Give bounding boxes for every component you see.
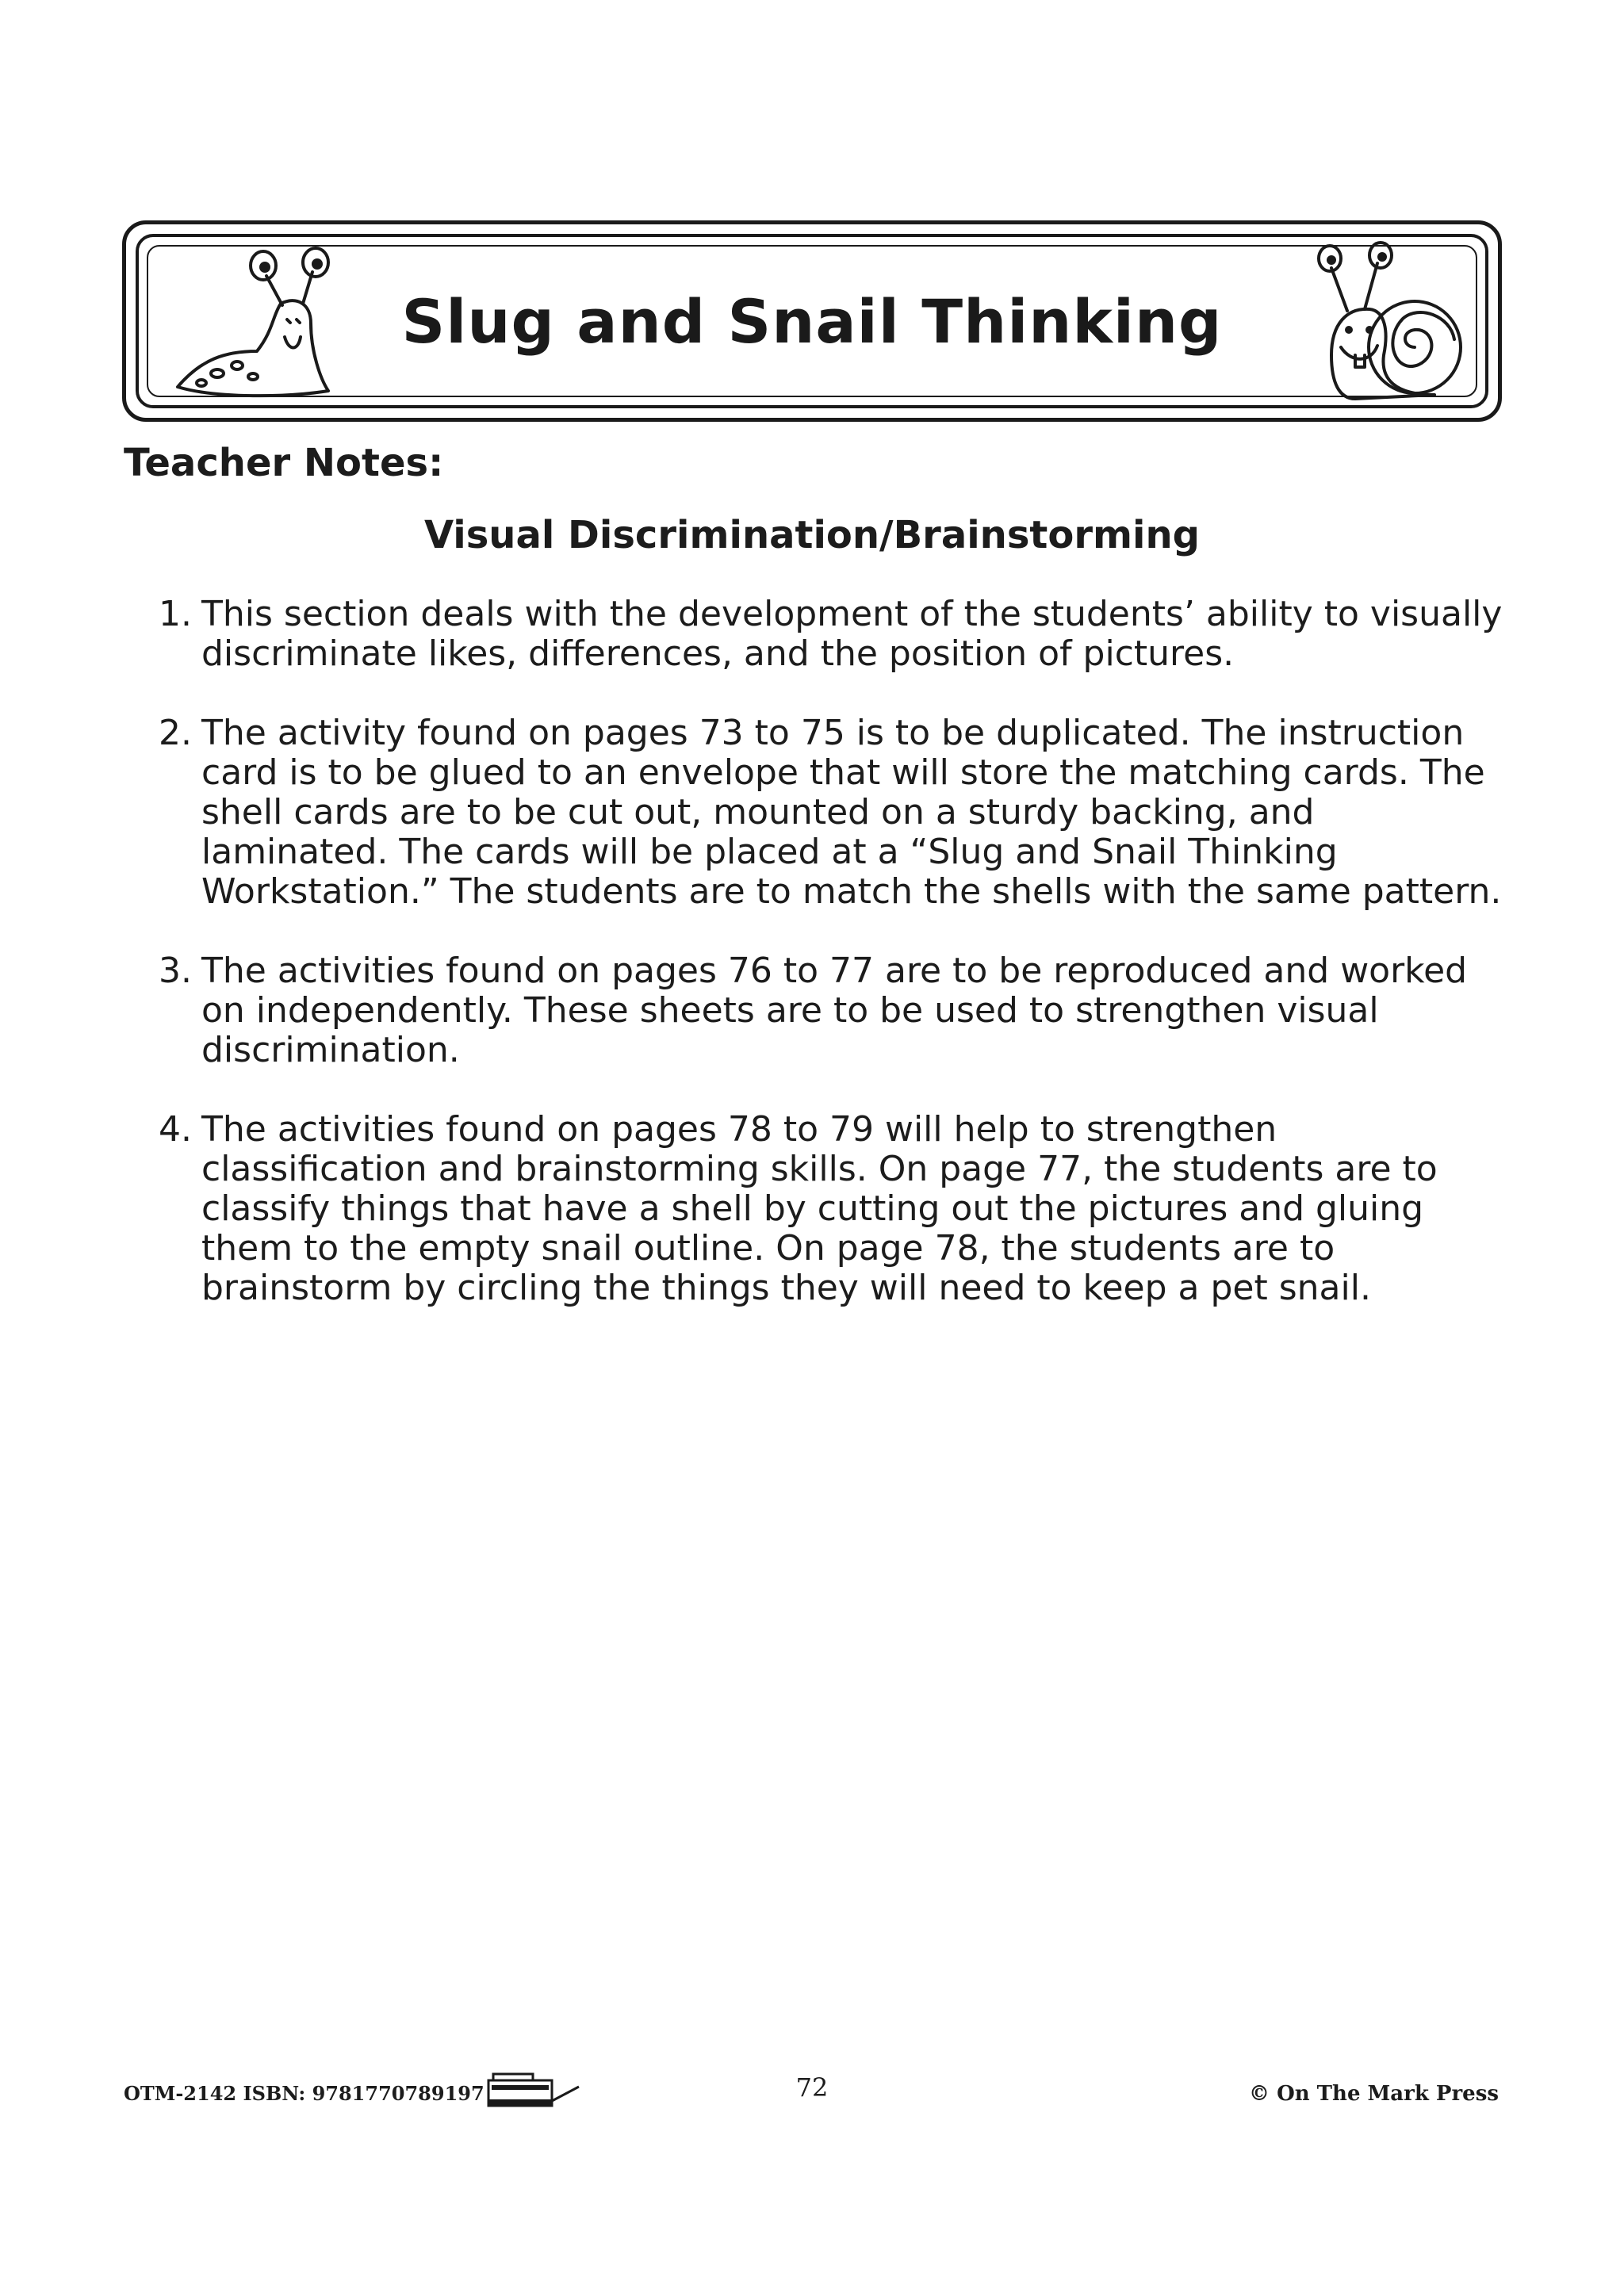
note-number: 2. <box>159 713 192 753</box>
note-item <box>159 951 1507 1070</box>
section-heading: Teacher Notes: <box>124 441 444 485</box>
section-subtitle: Visual Discrimination/Brainstorming <box>423 513 1201 557</box>
note-text: The activities found on pages 76 to 77 are to be reproduced and worked on independently. These sheets are to be used to strengthen visual discrimination. <box>201 951 1468 1070</box>
note-number: 1. <box>159 594 192 634</box>
note-number: 3. <box>159 951 192 991</box>
note-text: This section deals with the development of the students’ ability to visually discriminate likes, differences, and the position of pictures. <box>201 594 1503 674</box>
note-text: The activity found on pages 73 to 75 is to be duplicated. The instruction card is to be glued to an envelope that will store the matching cards. The shell cards are to be cut out, mounted on a sturdy backing, and laminated. The cards will be placed at a “Slug and Snail Thinking Workstation.” The students are to match the shells with the same pattern. <box>201 713 1502 912</box>
note-number: 4. <box>159 1109 192 1150</box>
page-number: 72 <box>795 2072 829 2103</box>
note-item <box>159 595 1507 674</box>
snail-icon <box>1308 236 1466 411</box>
teacher-notes-list <box>159 595 1507 1348</box>
note-item <box>159 1110 1507 1308</box>
page-title: Slug and Snail Thinking <box>401 286 1223 357</box>
footer-product-code: OTM-2142 ISBN: 9781770789197 <box>124 2082 485 2105</box>
note-text: The activities found on pages 78 to 79 will help to strengthen classification and brainstorming skills. On page 77, the students are to classify things that have a shell by cutting out the pictures and gluing them to the empty snail outline. On page 78, the students are to brainstorm by circling the things they will need to keep a pet snail. <box>201 1109 1438 1308</box>
title-banner <box>122 220 1502 422</box>
note-item <box>159 714 1507 912</box>
footer-publisher: © On The Mark Press <box>1249 2082 1499 2106</box>
